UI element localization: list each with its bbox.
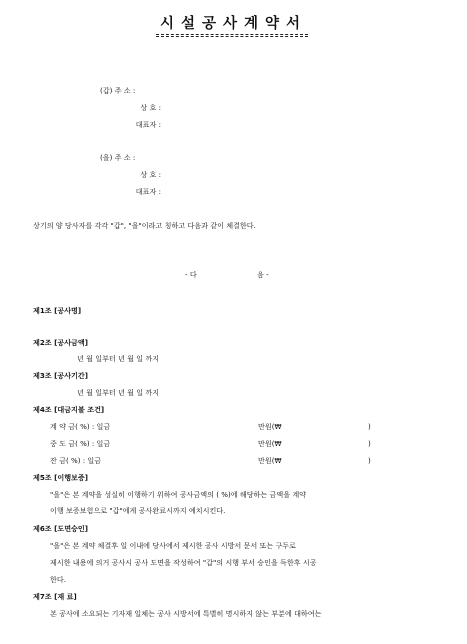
article-5-heading: 제5조 [이행보증] <box>33 473 89 482</box>
article-4-heading: 제4조 [대금지불 조건] <box>33 405 105 414</box>
article-2-period: 년 월 일부터 년 월 일 까지 <box>77 354 160 363</box>
payment-row-close: ) <box>368 439 371 448</box>
payment-row-label: 중 도 금( %) : 일금 <box>50 439 111 448</box>
party-a-rep-label: 대표자 : <box>135 120 161 129</box>
article-7-heading: 제7조 [재 료] <box>33 592 77 601</box>
payment-row-unit: 만원(₩ <box>258 422 282 431</box>
party-a-address-label: (갑) 주 소 : <box>100 86 136 95</box>
article-6-line-1: "을"은 본 계약 체결후 일 이내에 당사에서 제시한 공사 시방서 문서 또는 구두로 <box>50 541 297 550</box>
eum-text: 음 - <box>257 270 269 279</box>
party-a-name-label: 상 호 : <box>140 103 161 112</box>
article-1-heading: 제1조 [공사명] <box>33 306 82 315</box>
payment-row-label: 계 약 금( %) : 일금 <box>50 422 111 431</box>
party-b-rep-label: 대표자 : <box>135 187 161 196</box>
payment-row-unit: 만원(₩ <box>258 456 282 465</box>
payment-row-close: ) <box>368 456 371 465</box>
article-5-line-2: 이행 보증보험으로 "갑"에게 공사완료시까지 예치시킨다. <box>50 506 226 515</box>
party-b-name-label: 상 호 : <box>140 170 161 179</box>
article-6-line-2: 제시한 내용에 의거 공사시 공사 도면을 작성하여 "갑"의 시행 부서 승인을 득한후 시공 <box>50 558 317 567</box>
article-3-period: 년 월 일부터 년 월 일 까지 <box>77 388 160 397</box>
da-text: - 다 <box>185 270 197 279</box>
article-2-heading: 제2조 [공사금액] <box>33 338 89 347</box>
article-7-line-1: 본 공사에 소요되는 기자재 일체는 공사 시방서에 특별히 명시하지 않는 부분에 대하여는 <box>50 609 322 618</box>
payment-row-unit: 만원(₩ <box>258 439 282 448</box>
document-title: 시설공사계약서 <box>159 16 308 32</box>
payment-row-close: ) <box>368 422 371 431</box>
title-underline <box>156 34 308 37</box>
article-5-line-1: "을"은 본 계약을 성실히 이행하기 위하여 공사금액의 ( %)에 해당하는 금액을 계약 <box>50 490 307 499</box>
article-6-heading: 제6조 [도면승인] <box>33 524 89 533</box>
article-6-line-3: 한다. <box>50 575 66 584</box>
intro-text: 상기의 양 당사자를 각각 "갑", "을"이라고 칭하고 다음과 같이 체결한다. <box>33 221 256 230</box>
article-3-heading: 제3조 [공사기간] <box>33 371 89 380</box>
party-b-address-label: (을) 주 소 : <box>100 153 136 162</box>
payment-row-label: 잔 금( %) : 일금 <box>50 456 102 465</box>
